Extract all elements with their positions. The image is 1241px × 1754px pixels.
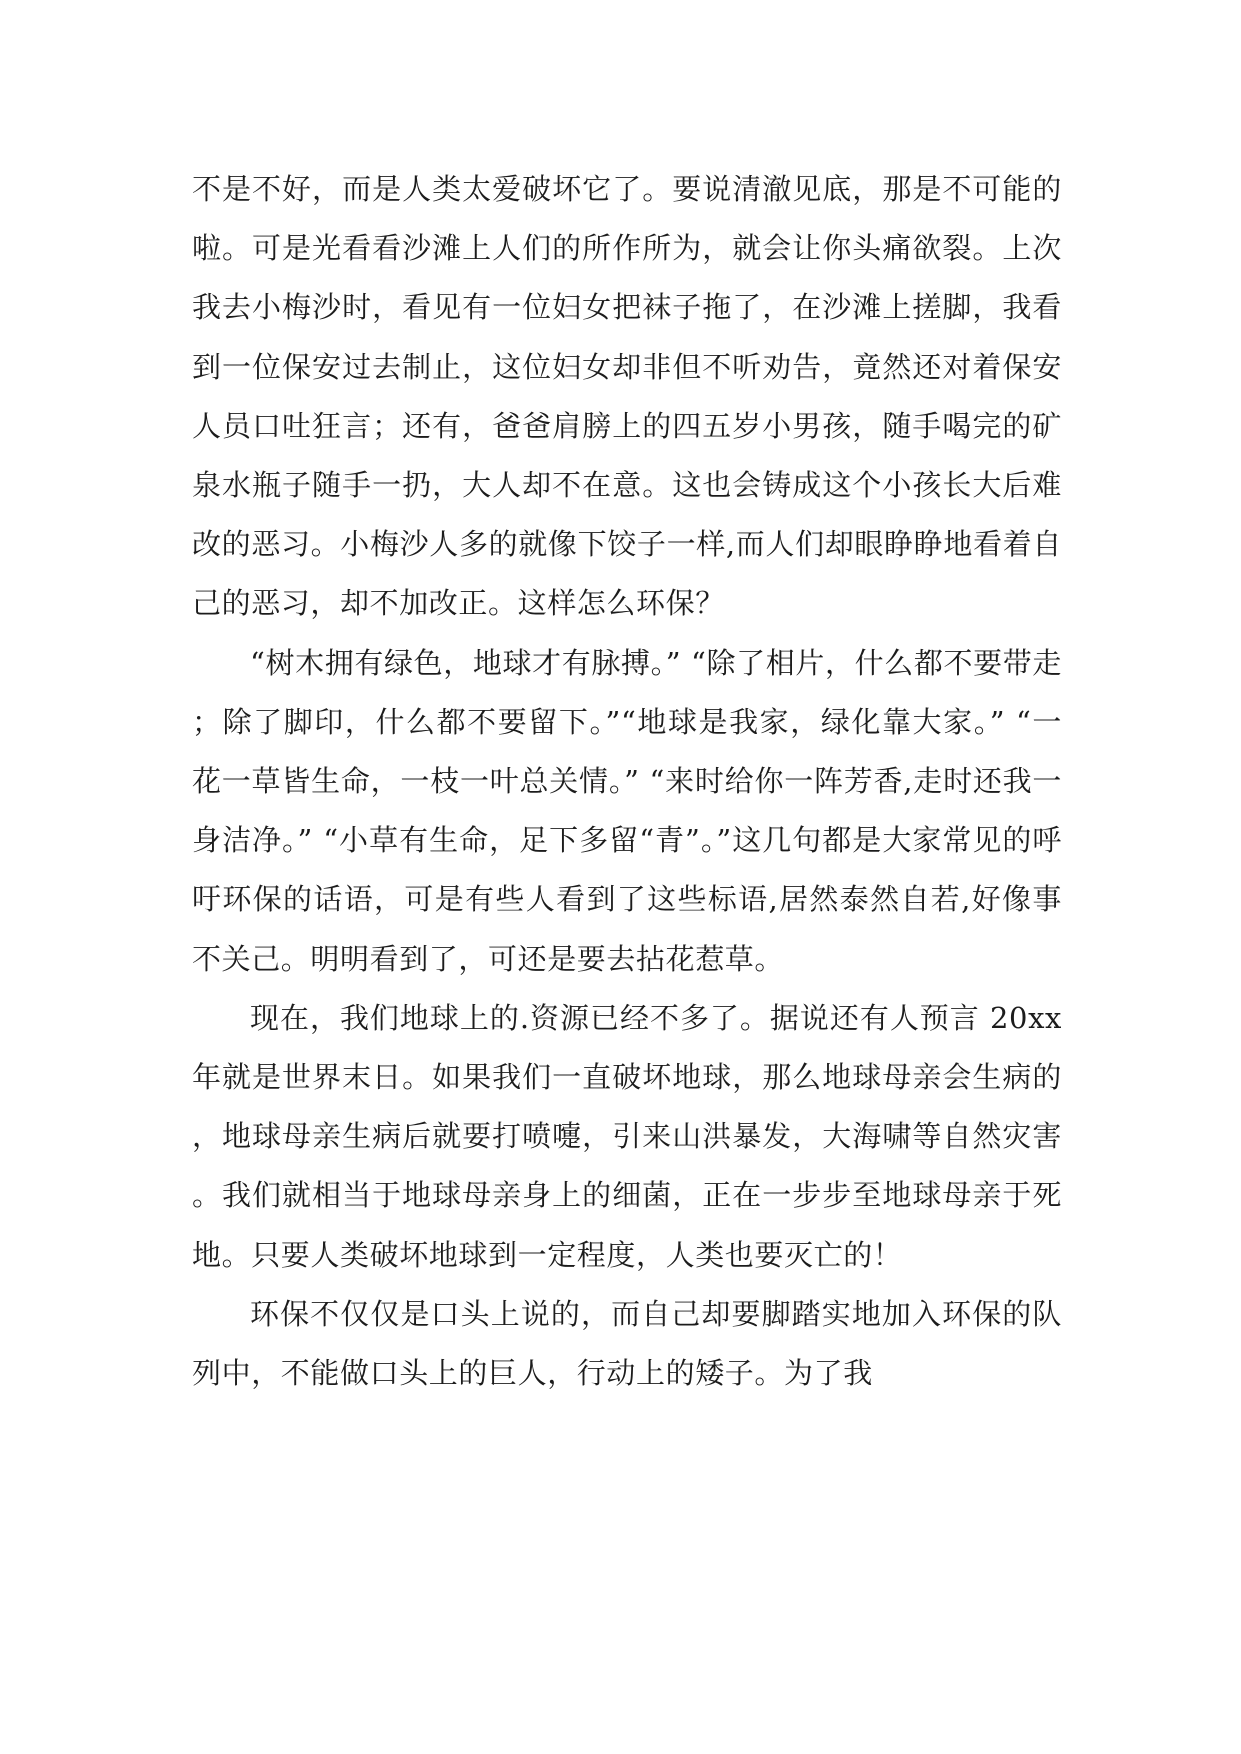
paragraph-1: 不是不好，而是人类太爱破坏它了。要说清澈见底，那是不可能的啦。可是光看看沙滩上人们的所作所为，就会让你头痛欲裂。上次我去小梅沙时，看见有一位妇女把袜子拖了，在沙滩上搓脚，我看到一位保安过去制止，这位妇女却非但不听劝告，竟然还对着保安人员口吐狂言；还有，爸爸肩膀上的四五岁小男孩，随手喝完的矿泉水瓶子随手一扔，大人却不在意。这也会铸成这个小孩长大后难改的恶习。小梅沙人多的就像下饺子一样,而人们却眼睁睁地看着自己的恶习，却不加改正。这样怎么环保？: [192, 172, 1062, 621]
paragraph-4: 环保不仅仅是口头上说的，而自己却要脚踏实地加入环保的队列中，不能做口头上的巨人，行动上的矮子。为了我: [192, 1296, 1062, 1391]
paragraph-3: 现在，我们地球上的.资源已经不多了。据说还有人预言 20xx 年就是世界末日。如果我们一直破坏地球，那么地球母亲会生病的，地球母亲生病后就要打喷嚏，引来山洪暴发，大海啸等自然灾害。我们就相当于地球母亲身上的细菌，正在一步步至地球母亲于死地。只要人类破坏地球到一定程度，人类也要灭亡的！: [192, 1000, 1062, 1272]
document-body: [192, 160, 1062, 1403]
paragraph-2: “树木拥有绿色，地球才有脉搏。” “除了相片，什么都不要带走；除了脚印，什么都不要留下。”“地球是我家，绿化靠大家。” “一花一草皆生命，一枝一叶总关情。” “来时给你一阵芳香,走时还我一身洁净。” “小草有生命，足下多留“青”。”这几句都是大家常见的呼吁环保的话语，可是有些人看到了这些标语,居然泰然自若,好像事不关己。明明看到了，可还是要去拈花惹草。: [192, 645, 1062, 976]
